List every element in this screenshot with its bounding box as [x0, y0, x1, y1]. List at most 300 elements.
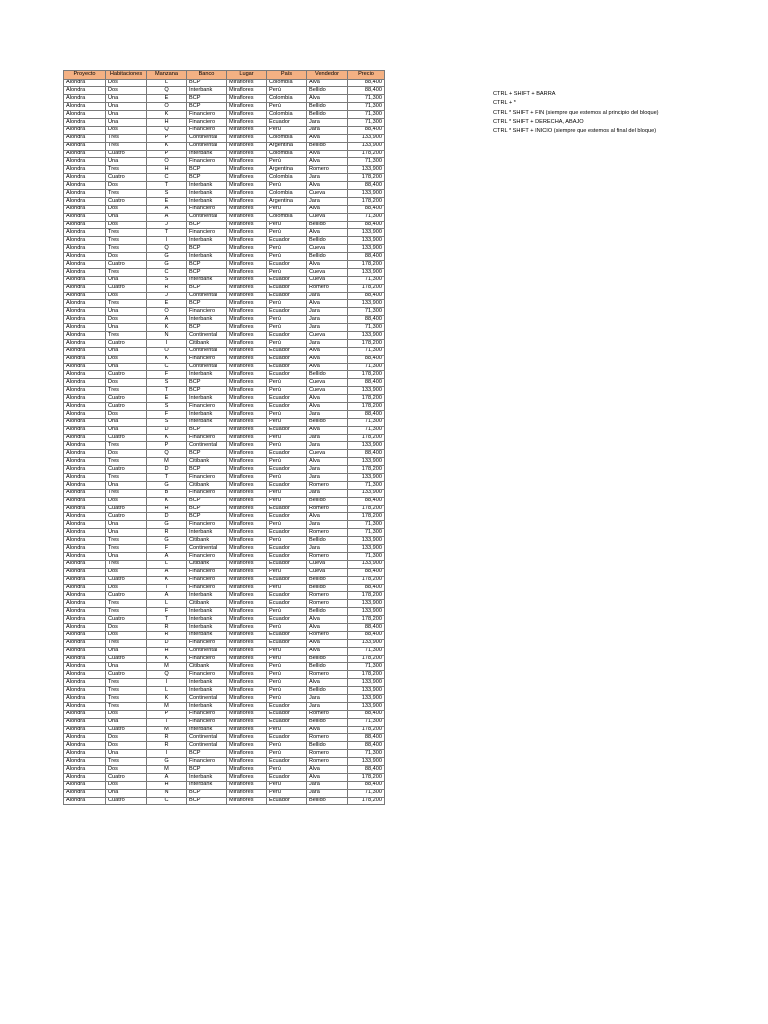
cell-lugar[interactable]: Miraflores — [227, 245, 267, 253]
cell-manzana[interactable]: D — [147, 426, 187, 434]
cell-banco[interactable]: Continental — [187, 442, 227, 450]
cell-precio[interactable]: 71,300 — [348, 663, 385, 671]
cell-lugar[interactable]: Miraflores — [227, 734, 267, 742]
cell-proyecto[interactable]: Alondra — [64, 789, 106, 797]
cell-lugar[interactable]: Miraflores — [227, 355, 267, 363]
header-banco[interactable]: Banco — [187, 71, 227, 80]
cell-habitaciones[interactable]: Tres — [106, 639, 147, 647]
cell-manzana[interactable]: K — [147, 694, 187, 702]
cell-precio[interactable]: 133,900 — [348, 560, 385, 568]
cell-habitaciones[interactable]: Dos — [106, 734, 147, 742]
cell-proyecto[interactable]: Alondra — [64, 197, 106, 205]
cell-precio[interactable]: 71,300 — [348, 552, 385, 560]
cell-pais[interactable]: Perú — [267, 253, 307, 261]
cell-banco[interactable]: BCP — [187, 268, 227, 276]
cell-manzana[interactable]: O — [147, 103, 187, 111]
cell-pais[interactable]: Ecuador — [267, 292, 307, 300]
cell-habitaciones[interactable]: Una — [106, 663, 147, 671]
cell-pais[interactable]: Perú — [267, 623, 307, 631]
cell-proyecto[interactable]: Alondra — [64, 710, 106, 718]
cell-pais[interactable]: Ecuador — [267, 710, 307, 718]
cell-proyecto[interactable]: Alondra — [64, 426, 106, 434]
cell-lugar[interactable]: Miraflores — [227, 489, 267, 497]
cell-vendedor[interactable]: Alva — [307, 513, 348, 521]
cell-proyecto[interactable]: Alondra — [64, 765, 106, 773]
cell-banco[interactable]: BCP — [187, 324, 227, 332]
cell-proyecto[interactable]: Alondra — [64, 458, 106, 466]
cell-vendedor[interactable]: Romero — [307, 529, 348, 537]
cell-pais[interactable]: Perú — [267, 608, 307, 616]
cell-precio[interactable]: 133,900 — [348, 189, 385, 197]
cell-proyecto[interactable]: Alondra — [64, 371, 106, 379]
cell-banco[interactable]: BCP — [187, 765, 227, 773]
cell-proyecto[interactable]: Alondra — [64, 276, 106, 284]
cell-precio[interactable]: 71,300 — [348, 363, 385, 371]
cell-vendedor[interactable]: Jara — [307, 466, 348, 474]
cell-proyecto[interactable]: Alondra — [64, 213, 106, 221]
cell-habitaciones[interactable]: Cuatro — [106, 592, 147, 600]
cell-banco[interactable]: Interbank — [187, 316, 227, 324]
cell-proyecto[interactable]: Alondra — [64, 466, 106, 474]
cell-lugar[interactable]: Miraflores — [227, 505, 267, 513]
cell-lugar[interactable]: Miraflores — [227, 339, 267, 347]
cell-proyecto[interactable]: Alondra — [64, 245, 106, 253]
cell-pais[interactable]: Perú — [267, 584, 307, 592]
cell-vendedor[interactable]: Jara — [307, 197, 348, 205]
cell-precio[interactable]: 88,400 — [348, 379, 385, 387]
cell-vendedor[interactable]: Cueva — [307, 189, 348, 197]
cell-banco[interactable]: Citibank — [187, 663, 227, 671]
cell-precio[interactable]: 88,400 — [348, 497, 385, 505]
cell-banco[interactable]: Financiero — [187, 229, 227, 237]
cell-proyecto[interactable]: Alondra — [64, 221, 106, 229]
cell-manzana[interactable]: D — [147, 639, 187, 647]
cell-manzana[interactable]: A — [147, 592, 187, 600]
cell-habitaciones[interactable]: Cuatro — [106, 773, 147, 781]
cell-manzana[interactable]: R — [147, 529, 187, 537]
cell-lugar[interactable]: Miraflores — [227, 442, 267, 450]
cell-pais[interactable]: Colombia — [267, 95, 307, 103]
cell-proyecto[interactable]: Alondra — [64, 268, 106, 276]
cell-pais[interactable]: Perú — [267, 694, 307, 702]
cell-habitaciones[interactable]: Tres — [106, 300, 147, 308]
cell-manzana[interactable]: L — [147, 79, 187, 87]
cell-precio[interactable]: 178,200 — [348, 576, 385, 584]
cell-habitaciones[interactable]: Tres — [106, 268, 147, 276]
cell-habitaciones[interactable]: Tres — [106, 245, 147, 253]
cell-precio[interactable]: 88,400 — [348, 355, 385, 363]
cell-lugar[interactable]: Miraflores — [227, 663, 267, 671]
cell-lugar[interactable]: Miraflores — [227, 687, 267, 695]
cell-manzana[interactable]: K — [147, 576, 187, 584]
cell-proyecto[interactable]: Alondra — [64, 545, 106, 553]
cell-precio[interactable]: 178,200 — [348, 403, 385, 411]
cell-pais[interactable]: Ecuador — [267, 308, 307, 316]
cell-vendedor[interactable]: Alva — [307, 403, 348, 411]
cell-precio[interactable]: 71,300 — [348, 111, 385, 119]
cell-vendedor[interactable]: Bellido — [307, 537, 348, 545]
cell-banco[interactable]: Continental — [187, 694, 227, 702]
cell-banco[interactable]: Citibank — [187, 481, 227, 489]
cell-lugar[interactable]: Miraflores — [227, 726, 267, 734]
cell-proyecto[interactable]: Alondra — [64, 489, 106, 497]
cell-manzana[interactable]: T — [147, 387, 187, 395]
cell-pais[interactable]: Ecuador — [267, 529, 307, 537]
cell-habitaciones[interactable]: Dos — [106, 450, 147, 458]
cell-proyecto[interactable]: Alondra — [64, 773, 106, 781]
cell-banco[interactable]: BCP — [187, 166, 227, 174]
cell-precio[interactable]: 133,900 — [348, 332, 385, 340]
cell-vendedor[interactable]: Romero — [307, 284, 348, 292]
cell-habitaciones[interactable]: Dos — [106, 742, 147, 750]
cell-pais[interactable]: Ecuador — [267, 576, 307, 584]
cell-vendedor[interactable]: Alva — [307, 79, 348, 87]
cell-vendedor[interactable]: Bellido — [307, 687, 348, 695]
cell-precio[interactable]: 133,900 — [348, 687, 385, 695]
cell-proyecto[interactable]: Alondra — [64, 742, 106, 750]
cell-precio[interactable]: 71,300 — [348, 418, 385, 426]
cell-lugar[interactable]: Miraflores — [227, 600, 267, 608]
cell-banco[interactable]: Interbank — [187, 687, 227, 695]
cell-banco[interactable]: Interbank — [187, 189, 227, 197]
cell-lugar[interactable]: Miraflores — [227, 426, 267, 434]
cell-proyecto[interactable]: Alondra — [64, 797, 106, 805]
cell-proyecto[interactable]: Alondra — [64, 592, 106, 600]
cell-habitaciones[interactable]: Tres — [106, 600, 147, 608]
cell-pais[interactable]: Ecuador — [267, 513, 307, 521]
cell-pais[interactable]: Colombia — [267, 174, 307, 182]
cell-vendedor[interactable]: Romero — [307, 505, 348, 513]
cell-banco[interactable]: Interbank — [187, 679, 227, 687]
cell-pais[interactable]: Perú — [267, 87, 307, 95]
cell-vendedor[interactable]: Bellido — [307, 142, 348, 150]
cell-lugar[interactable]: Miraflores — [227, 229, 267, 237]
cell-manzana[interactable]: O — [147, 308, 187, 316]
cell-manzana[interactable]: T — [147, 182, 187, 190]
cell-lugar[interactable]: Miraflores — [227, 260, 267, 268]
cell-precio[interactable]: 133,900 — [348, 300, 385, 308]
cell-precio[interactable]: 178,200 — [348, 505, 385, 513]
cell-precio[interactable]: 88,400 — [348, 584, 385, 592]
cell-vendedor[interactable]: Alva — [307, 458, 348, 466]
cell-manzana[interactable]: R — [147, 631, 187, 639]
cell-pais[interactable]: Perú — [267, 765, 307, 773]
cell-pais[interactable]: Perú — [267, 568, 307, 576]
cell-habitaciones[interactable]: Cuatro — [106, 434, 147, 442]
cell-manzana[interactable]: F — [147, 608, 187, 616]
cell-lugar[interactable]: Miraflores — [227, 395, 267, 403]
cell-vendedor[interactable]: Alva — [307, 134, 348, 142]
cell-pais[interactable]: Perú — [267, 418, 307, 426]
cell-manzana[interactable]: H — [147, 505, 187, 513]
cell-proyecto[interactable]: Alondra — [64, 363, 106, 371]
cell-vendedor[interactable]: Alva — [307, 623, 348, 631]
cell-banco[interactable]: BCP — [187, 103, 227, 111]
cell-pais[interactable]: Ecuador — [267, 600, 307, 608]
cell-lugar[interactable]: Miraflores — [227, 631, 267, 639]
cell-proyecto[interactable]: Alondra — [64, 600, 106, 608]
cell-proyecto[interactable]: Alondra — [64, 158, 106, 166]
cell-banco[interactable]: Financiero — [187, 308, 227, 316]
cell-habitaciones[interactable]: Cuatro — [106, 466, 147, 474]
cell-manzana[interactable]: M — [147, 663, 187, 671]
cell-pais[interactable]: Colombia — [267, 111, 307, 119]
cell-manzana[interactable]: M — [147, 458, 187, 466]
cell-banco[interactable]: Interbank — [187, 197, 227, 205]
cell-pais[interactable]: Perú — [267, 387, 307, 395]
cell-pais[interactable]: Ecuador — [267, 426, 307, 434]
cell-habitaciones[interactable]: Una — [106, 111, 147, 119]
cell-pais[interactable]: Perú — [267, 434, 307, 442]
cell-habitaciones[interactable]: Cuatro — [106, 505, 147, 513]
cell-lugar[interactable]: Miraflores — [227, 221, 267, 229]
cell-manzana[interactable]: A — [147, 568, 187, 576]
cell-lugar[interactable]: Miraflores — [227, 118, 267, 126]
cell-habitaciones[interactable]: Una — [106, 750, 147, 758]
cell-manzana[interactable]: E — [147, 95, 187, 103]
cell-habitaciones[interactable]: Una — [106, 363, 147, 371]
cell-vendedor[interactable]: Cueva — [307, 560, 348, 568]
cell-manzana[interactable]: O — [147, 158, 187, 166]
cell-banco[interactable]: Financiero — [187, 718, 227, 726]
cell-lugar[interactable]: Miraflores — [227, 292, 267, 300]
cell-vendedor[interactable]: Jara — [307, 442, 348, 450]
cell-banco[interactable]: Continental — [187, 134, 227, 142]
cell-banco[interactable]: Continental — [187, 347, 227, 355]
cell-habitaciones[interactable]: Dos — [106, 182, 147, 190]
cell-precio[interactable]: 133,900 — [348, 545, 385, 553]
cell-habitaciones[interactable]: Cuatro — [106, 174, 147, 182]
cell-proyecto[interactable]: Alondra — [64, 679, 106, 687]
cell-manzana[interactable]: B — [147, 489, 187, 497]
cell-banco[interactable]: BCP — [187, 513, 227, 521]
cell-habitaciones[interactable]: Dos — [106, 205, 147, 213]
cell-pais[interactable]: Ecuador — [267, 773, 307, 781]
cell-precio[interactable]: 71,300 — [348, 103, 385, 111]
cell-vendedor[interactable]: Alva — [307, 765, 348, 773]
cell-manzana[interactable]: G — [147, 537, 187, 545]
cell-precio[interactable]: 178,200 — [348, 174, 385, 182]
cell-precio[interactable]: 88,400 — [348, 742, 385, 750]
cell-manzana[interactable]: C — [147, 174, 187, 182]
cell-manzana[interactable]: F — [147, 545, 187, 553]
cell-habitaciones[interactable]: Una — [106, 418, 147, 426]
cell-vendedor[interactable]: Bellido — [307, 663, 348, 671]
cell-banco[interactable]: Continental — [187, 142, 227, 150]
cell-manzana[interactable]: E — [147, 395, 187, 403]
cell-lugar[interactable]: Miraflores — [227, 126, 267, 134]
cell-vendedor[interactable]: Alva — [307, 205, 348, 213]
cell-banco[interactable]: BCP — [187, 750, 227, 758]
cell-pais[interactable]: Perú — [267, 410, 307, 418]
cell-pais[interactable]: Perú — [267, 316, 307, 324]
cell-manzana[interactable]: E — [147, 197, 187, 205]
cell-pais[interactable]: Ecuador — [267, 616, 307, 624]
cell-manzana[interactable]: A — [147, 552, 187, 560]
cell-habitaciones[interactable]: Dos — [106, 568, 147, 576]
cell-pais[interactable]: Perú — [267, 324, 307, 332]
cell-proyecto[interactable]: Alondra — [64, 347, 106, 355]
cell-manzana[interactable]: S — [147, 189, 187, 197]
cell-vendedor[interactable]: Bellido — [307, 497, 348, 505]
cell-proyecto[interactable]: Alondra — [64, 513, 106, 521]
cell-precio[interactable]: 88,400 — [348, 205, 385, 213]
cell-proyecto[interactable]: Alondra — [64, 403, 106, 411]
cell-banco[interactable]: Continental — [187, 213, 227, 221]
cell-lugar[interactable]: Miraflores — [227, 213, 267, 221]
cell-habitaciones[interactable]: Tres — [106, 758, 147, 766]
cell-vendedor[interactable]: Bellido — [307, 742, 348, 750]
cell-pais[interactable]: Argentina — [267, 166, 307, 174]
cell-habitaciones[interactable]: Una — [106, 426, 147, 434]
cell-proyecto[interactable]: Alondra — [64, 111, 106, 119]
cell-vendedor[interactable]: Bellido — [307, 418, 348, 426]
cell-manzana[interactable]: C — [147, 268, 187, 276]
cell-habitaciones[interactable]: Tres — [106, 489, 147, 497]
cell-lugar[interactable]: Miraflores — [227, 679, 267, 687]
cell-manzana[interactable]: T — [147, 616, 187, 624]
cell-pais[interactable]: Ecuador — [267, 734, 307, 742]
cell-pais[interactable]: Perú — [267, 497, 307, 505]
cell-manzana[interactable]: R — [147, 623, 187, 631]
cell-pais[interactable]: Perú — [267, 182, 307, 190]
cell-lugar[interactable]: Miraflores — [227, 410, 267, 418]
cell-banco[interactable]: Financiero — [187, 568, 227, 576]
cell-banco[interactable]: BCP — [187, 450, 227, 458]
cell-pais[interactable]: Ecuador — [267, 639, 307, 647]
cell-lugar[interactable]: Miraflores — [227, 481, 267, 489]
cell-proyecto[interactable]: Alondra — [64, 663, 106, 671]
cell-vendedor[interactable]: Jara — [307, 489, 348, 497]
cell-lugar[interactable]: Miraflores — [227, 537, 267, 545]
cell-proyecto[interactable]: Alondra — [64, 718, 106, 726]
cell-precio[interactable]: 71,300 — [348, 276, 385, 284]
cell-lugar[interactable]: Miraflores — [227, 710, 267, 718]
cell-pais[interactable]: Perú — [267, 789, 307, 797]
cell-lugar[interactable]: Miraflores — [227, 276, 267, 284]
cell-vendedor[interactable]: Bellido — [307, 718, 348, 726]
cell-habitaciones[interactable]: Dos — [106, 379, 147, 387]
cell-banco[interactable]: BCP — [187, 379, 227, 387]
cell-precio[interactable]: 178,200 — [348, 726, 385, 734]
cell-lugar[interactable]: Miraflores — [227, 95, 267, 103]
cell-pais[interactable]: Perú — [267, 742, 307, 750]
cell-banco[interactable]: BCP — [187, 300, 227, 308]
cell-precio[interactable]: 133,900 — [348, 694, 385, 702]
cell-manzana[interactable]: H — [147, 647, 187, 655]
cell-lugar[interactable]: Miraflores — [227, 182, 267, 190]
cell-lugar[interactable]: Miraflores — [227, 742, 267, 750]
cell-precio[interactable]: 133,900 — [348, 134, 385, 142]
cell-lugar[interactable]: Miraflores — [227, 450, 267, 458]
cell-vendedor[interactable]: Cueva — [307, 568, 348, 576]
cell-banco[interactable]: Continental — [187, 332, 227, 340]
cell-manzana[interactable]: K — [147, 655, 187, 663]
cell-banco[interactable]: Continental — [187, 742, 227, 750]
cell-proyecto[interactable]: Alondra — [64, 174, 106, 182]
cell-proyecto[interactable]: Alondra — [64, 576, 106, 584]
cell-vendedor[interactable]: Romero — [307, 671, 348, 679]
cell-proyecto[interactable]: Alondra — [64, 332, 106, 340]
cell-vendedor[interactable]: Alva — [307, 616, 348, 624]
cell-pais[interactable]: Ecuador — [267, 118, 307, 126]
cell-lugar[interactable]: Miraflores — [227, 142, 267, 150]
cell-habitaciones[interactable]: Una — [106, 308, 147, 316]
cell-precio[interactable]: 133,900 — [348, 474, 385, 482]
cell-pais[interactable]: Ecuador — [267, 545, 307, 553]
cell-manzana[interactable]: T — [147, 584, 187, 592]
cell-habitaciones[interactable]: Dos — [106, 584, 147, 592]
cell-precio[interactable]: 178,200 — [348, 150, 385, 158]
cell-banco[interactable]: BCP — [187, 260, 227, 268]
cell-pais[interactable]: Argentina — [267, 197, 307, 205]
cell-pais[interactable]: Ecuador — [267, 552, 307, 560]
cell-banco[interactable]: Interbank — [187, 410, 227, 418]
cell-proyecto[interactable]: Alondra — [64, 434, 106, 442]
cell-pais[interactable]: Ecuador — [267, 284, 307, 292]
cell-habitaciones[interactable]: Tres — [106, 537, 147, 545]
cell-precio[interactable]: 88,400 — [348, 765, 385, 773]
cell-lugar[interactable]: Miraflores — [227, 623, 267, 631]
cell-precio[interactable]: 88,400 — [348, 631, 385, 639]
cell-manzana[interactable]: D — [147, 513, 187, 521]
cell-precio[interactable]: 178,200 — [348, 513, 385, 521]
cell-precio[interactable]: 133,900 — [348, 639, 385, 647]
cell-precio[interactable]: 71,300 — [348, 347, 385, 355]
cell-banco[interactable]: BCP — [187, 426, 227, 434]
cell-habitaciones[interactable]: Cuatro — [106, 797, 147, 805]
cell-banco[interactable]: Financiero — [187, 434, 227, 442]
cell-vendedor[interactable]: Bellido — [307, 584, 348, 592]
cell-proyecto[interactable]: Alondra — [64, 87, 106, 95]
cell-habitaciones[interactable]: Dos — [106, 253, 147, 261]
cell-vendedor[interactable]: Romero — [307, 710, 348, 718]
cell-habitaciones[interactable]: Cuatro — [106, 403, 147, 411]
cell-proyecto[interactable]: Alondra — [64, 205, 106, 213]
cell-vendedor[interactable]: Bellido — [307, 797, 348, 805]
cell-proyecto[interactable]: Alondra — [64, 497, 106, 505]
cell-precio[interactable]: 133,900 — [348, 608, 385, 616]
cell-habitaciones[interactable]: Una — [106, 521, 147, 529]
cell-pais[interactable]: Argentina — [267, 142, 307, 150]
cell-pais[interactable]: Ecuador — [267, 237, 307, 245]
cell-pais[interactable]: Ecuador — [267, 355, 307, 363]
cell-lugar[interactable]: Miraflores — [227, 545, 267, 553]
cell-proyecto[interactable]: Alondra — [64, 474, 106, 482]
cell-precio[interactable]: 71,300 — [348, 95, 385, 103]
cell-proyecto[interactable]: Alondra — [64, 253, 106, 261]
cell-manzana[interactable]: G — [147, 253, 187, 261]
cell-habitaciones[interactable]: Una — [106, 95, 147, 103]
cell-banco[interactable]: Financiero — [187, 118, 227, 126]
cell-proyecto[interactable]: Alondra — [64, 758, 106, 766]
cell-manzana[interactable]: S — [147, 418, 187, 426]
cell-lugar[interactable]: Miraflores — [227, 608, 267, 616]
cell-lugar[interactable]: Miraflores — [227, 87, 267, 95]
cell-habitaciones[interactable]: Dos — [106, 87, 147, 95]
cell-manzana[interactable]: I — [147, 237, 187, 245]
cell-precio[interactable]: 178,200 — [348, 616, 385, 624]
cell-banco[interactable]: Interbank — [187, 781, 227, 789]
cell-lugar[interactable]: Miraflores — [227, 268, 267, 276]
cell-manzana[interactable]: D — [147, 466, 187, 474]
cell-proyecto[interactable]: Alondra — [64, 702, 106, 710]
cell-lugar[interactable]: Miraflores — [227, 363, 267, 371]
cell-proyecto[interactable]: Alondra — [64, 655, 106, 663]
cell-pais[interactable]: Perú — [267, 379, 307, 387]
cell-precio[interactable]: 71,300 — [348, 789, 385, 797]
cell-banco[interactable]: Financiero — [187, 205, 227, 213]
